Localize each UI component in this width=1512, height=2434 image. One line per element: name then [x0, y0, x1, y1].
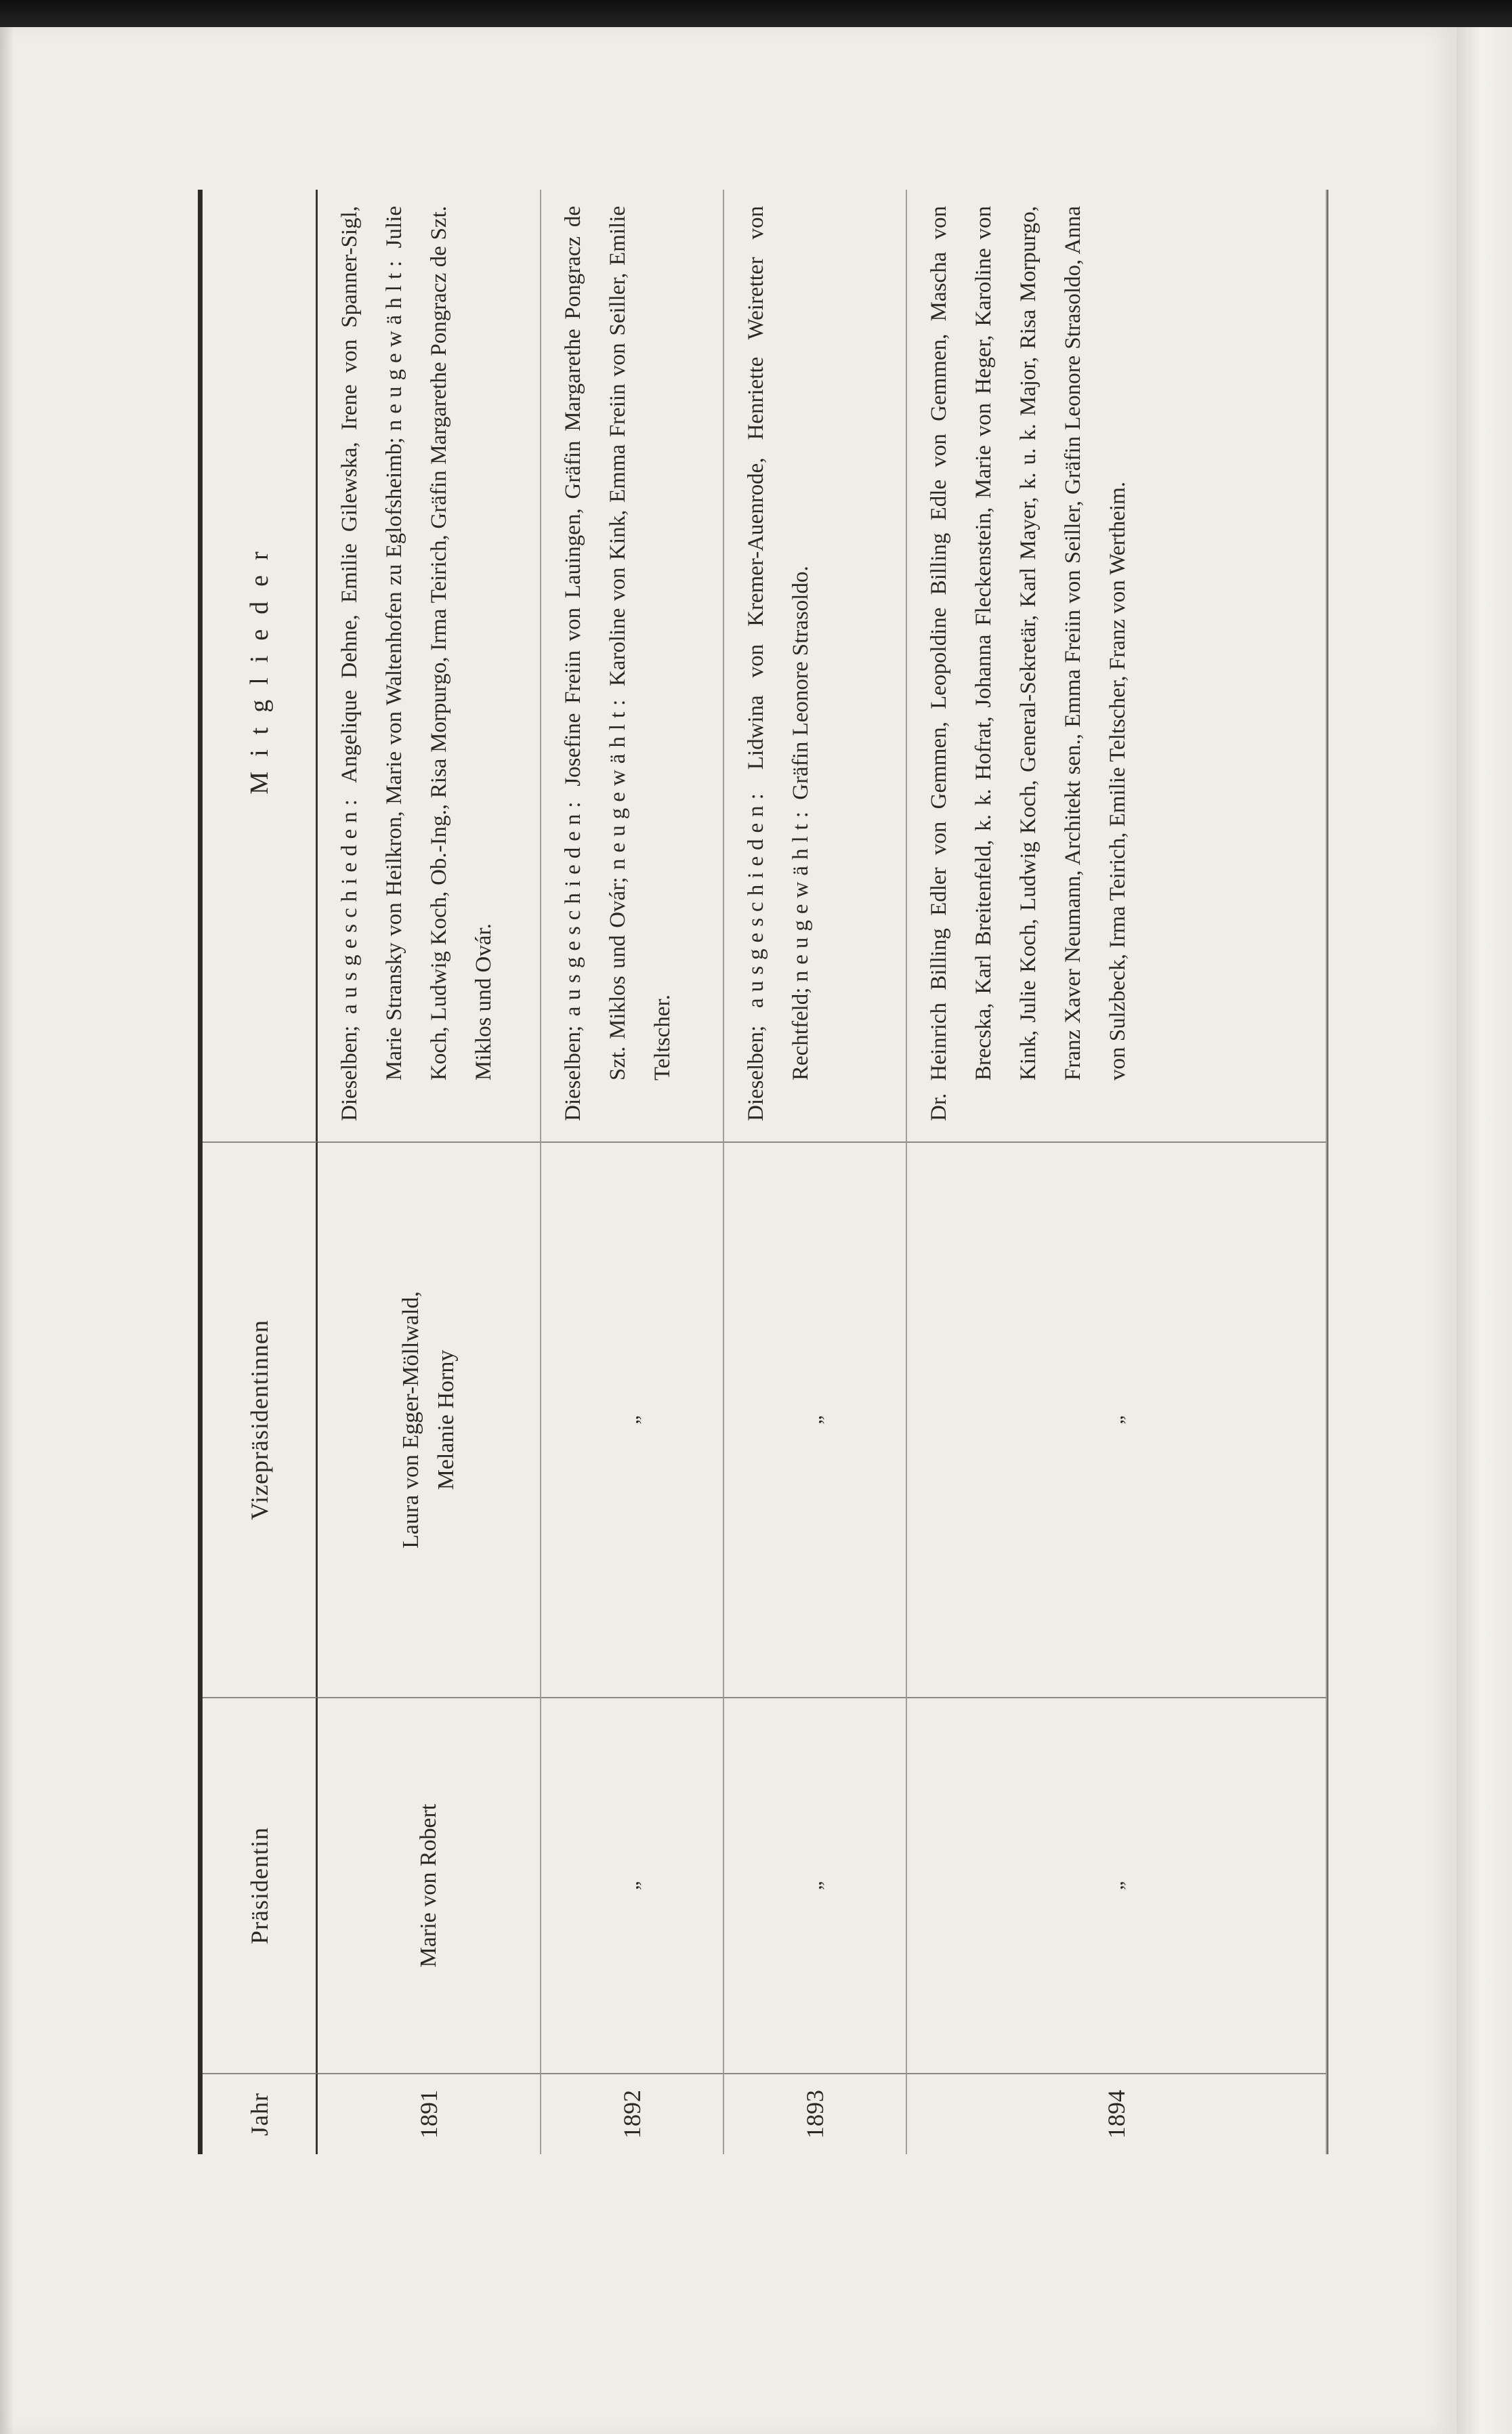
- members-text: [327, 206, 506, 1121]
- keyword-ausgeschieden: ausgeschieden:: [561, 795, 585, 1017]
- members-left: Lidwina von Kremer-Auenrode, Henriette Weiretter von Rechtfeld;: [744, 206, 813, 1080]
- header-praesidentin: Präsidentin: [203, 1697, 318, 2073]
- members-text: [734, 206, 823, 1121]
- members-lead: Dieselben;: [561, 1016, 585, 1121]
- row-1891-vizepraesidentinnen: [318, 1141, 541, 1697]
- keyword-neugewaehlt: neugewählt:: [382, 254, 406, 432]
- members-left: Angelique Dehne, Emilie Gilewska, Irene von Spanner-Sigl, Marie Stransky von Heilkron, Marie von Waltenhofen zu Eglofsheimb;: [337, 205, 406, 1080]
- committee-table-rotated: [198, 190, 1322, 2154]
- members-new: Julie Koch, Ludwig Koch, Ob.-Ing., Risa Morpurgo, Irma Teirich, Gräfin Margarethe Pongracz de Szt. Miklos und Ovár.: [382, 205, 496, 1080]
- members-text: Dr. Heinrich Billing Edler von Gemmen, Leopoldine Billing Edle von Gemmen, Mascha von Brecska, Karl Breitenfeld, k. k. Hofrat, Johanna Fleckenstein, Marie von Heger, Karoline von Kink, Julie Koch, Ludwig Koch, General-Sekretär, Karl Mayer, k. u. k. Major, Risa Morpurgo, Franz Xaver Neumann, Architekt sen., Emma Freiin von Seiller, Gräfin Leonore Strasoldo, Anna von Sulzbeck, Irma Teirich, Emilie Teltscher, Franz von Wertheim.: [927, 206, 1130, 1121]
- row-1892-vize-ditto: „: [541, 1141, 724, 1697]
- row-1891-mitglieder: [318, 190, 541, 1141]
- committee-table: [198, 190, 1328, 2154]
- members-lead: Dieselben;: [744, 1007, 768, 1121]
- members-new: Gräfin Leonore Strasoldo.: [789, 566, 813, 806]
- row-1891-praesidentin: Marie von Robert: [318, 1697, 541, 2073]
- row-1894-year: 1894: [907, 2073, 1327, 2154]
- adjacent-page-edge: [1456, 27, 1512, 2434]
- row-1893-vize-ditto: „: [724, 1141, 907, 1697]
- header-jahr: Jahr: [203, 2073, 318, 2154]
- row-1892-year: 1892: [541, 2073, 724, 2154]
- members-left: Josefine Freiin von Lauingen, Gräfin Margarethe Pongracz de Szt. Miklos und Ovár;: [561, 205, 630, 1080]
- page-gutter-shadow: [0, 27, 14, 2434]
- header-mitglieder: Mitglieder: [203, 190, 318, 1141]
- row-1893-year: 1893: [724, 2073, 907, 2154]
- row-1894-mitglieder: [907, 190, 1327, 1141]
- row-1894-vize-ditto: „: [907, 1141, 1327, 1697]
- row-1893-mitglieder: [724, 190, 907, 1141]
- keyword-ausgeschieden: ausgeschieden:: [337, 793, 362, 1014]
- vize-name-2: Melanie Horny: [434, 1349, 459, 1490]
- row-1893-praesidentin-ditto: „: [724, 1697, 907, 2073]
- row-1892-mitglieder: [541, 190, 724, 1141]
- keyword-neugewaehlt: neugewählt:: [606, 693, 630, 870]
- row-1892-praesidentin-ditto: „: [541, 1697, 724, 2073]
- vize-name-1: Laura von Egger-Möllwald,: [398, 1291, 423, 1549]
- members-text: [551, 206, 685, 1121]
- keyword-ausgeschieden: ausgeschieden:: [744, 787, 768, 1008]
- members-lead: Dieselben;: [337, 1013, 362, 1121]
- row-1894-praesidentin-ditto: „: [907, 1697, 1327, 2073]
- row-1891-year: 1891: [318, 2073, 541, 2154]
- keyword-neugewaehlt: neugewählt:: [789, 805, 813, 982]
- header-vizepraesidentinnen: Vizepräsidentinnen: [203, 1141, 318, 1697]
- members-new: Karoline von Kink, Emma Freiin von Seiller, Emilie Teltscher.: [606, 205, 675, 1080]
